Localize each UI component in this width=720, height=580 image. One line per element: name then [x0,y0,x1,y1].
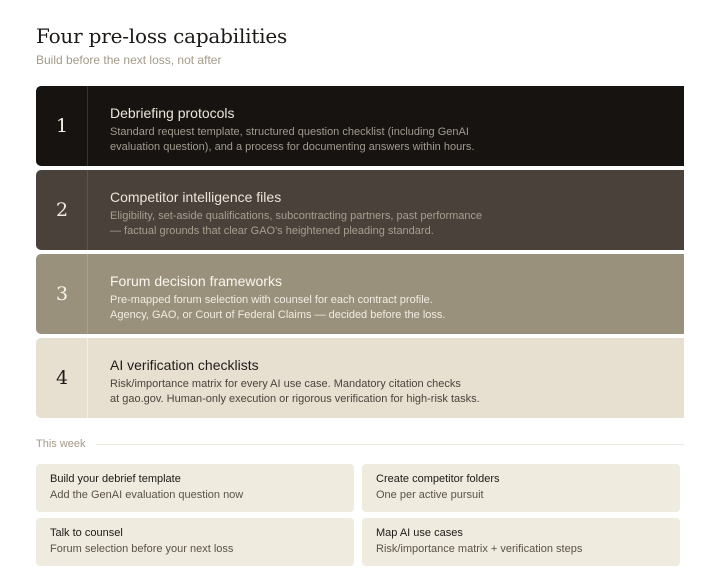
capability-description-line: Eligibility, set-aside qualifications, subcontracting partners, past performance [110,210,483,222]
capability-divider [87,254,88,334]
capability-number: 3 [55,283,69,305]
capability-description [110,293,670,323]
this-week-label: This week [36,438,86,450]
capability-description-line: — factual grounds that clear GAO's heightened pleading standard. [110,225,434,237]
capability-card [36,254,684,334]
capability-description [110,209,670,239]
capability-description-line: Pre-mapped forum selection with counsel for each contract profile. [110,294,433,306]
task-title: Build your debrief template [50,473,181,485]
task-subtitle: Risk/importance matrix + verification steps [376,543,583,555]
capability-title: Competitor intelligence files [110,189,282,205]
capability-description-line: at gao.gov. Human-only execution or rigorous verification for high-risk tasks. [110,393,480,405]
task-card [362,464,680,512]
task-card [36,518,354,566]
task-card [362,518,680,566]
capability-number: 1 [55,115,69,137]
capability-description-line: Risk/importance matrix for every AI use case. Mandatory citation checks [110,378,461,390]
capability-title: AI verification checklists [110,357,259,373]
capability-description-line: evaluation question), and a process for documenting answers within hours. [110,141,475,153]
task-card [36,464,354,512]
page-title: Four pre-loss capabilities [36,24,288,48]
task-title: Create competitor folders [376,473,500,485]
capability-title: Debriefing protocols [110,105,235,121]
capability-description [110,377,670,407]
page-subtitle: Build before the next loss, not after [36,53,222,67]
capability-number: 4 [55,367,69,389]
task-subtitle: Forum selection before your next loss [50,543,234,555]
task-subtitle: One per active pursuit [376,489,484,501]
capability-card [36,86,684,166]
this-week-divider [96,444,684,445]
capability-title: Forum decision frameworks [110,273,282,289]
capability-number: 2 [55,199,69,221]
capability-divider [87,86,88,166]
task-title: Map AI use cases [376,527,463,539]
capability-card [36,338,684,418]
capability-divider [87,170,88,250]
capability-description [110,125,670,155]
capability-divider [87,338,88,418]
task-subtitle: Add the GenAI evaluation question now [50,489,244,501]
task-title: Talk to counsel [50,527,123,539]
capability-card [36,170,684,250]
capability-description-line: Agency, GAO, or Court of Federal Claims — decided before the loss. [110,309,446,321]
capability-description-line: Standard request template, structured question checklist (including GenAI [110,126,469,138]
